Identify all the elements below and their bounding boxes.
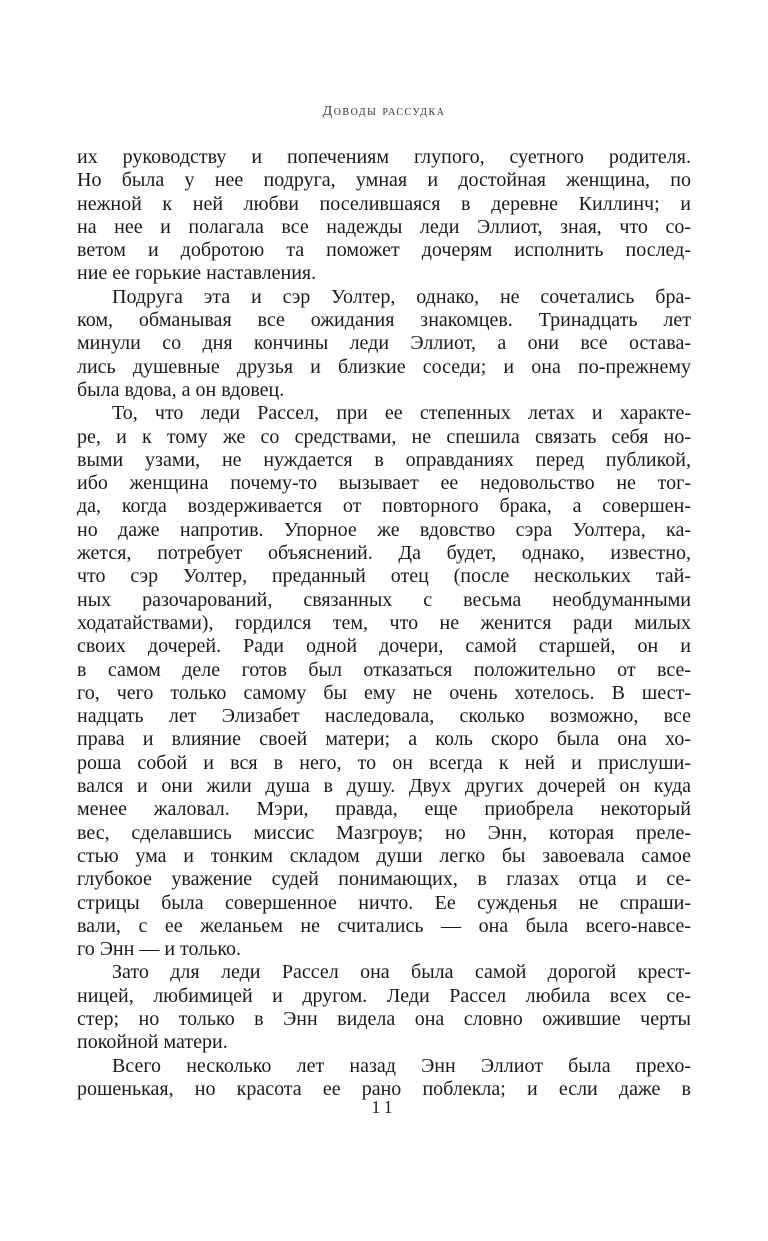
- text-line: Зато для леди Рассел она была самой дорогой крест-: [112, 961, 691, 984]
- text-line: стер; но только в Энн видела она словно ожившие черты: [77, 1007, 691, 1030]
- text-line: покойной матери.: [77, 1031, 228, 1054]
- text-line: их руководству и попечениям глупого, суетного родителя.: [77, 146, 691, 168]
- text-line: вали, с ее желаньем не считались — она была всего-навсе-: [77, 914, 691, 937]
- page-number: 11: [371, 1097, 397, 1117]
- paragraph: [77, 146, 691, 286]
- text-line: ибо женщина почему-то вызывает ее недовольство не тог-: [77, 472, 691, 495]
- text-line: ных разочарований, связанных с весьма необдуманными: [77, 588, 691, 611]
- text-line: да, когда воздерживается от повторного брака, а совершен-: [77, 495, 691, 518]
- text-line: выми узами, не нуждается в оправданиях перед публикой,: [77, 448, 691, 471]
- text-line: была вдова, а он вдовец.: [77, 378, 285, 401]
- text-line: Подруга эта и сэр Уолтер, однако, не сочетались бра-: [112, 285, 691, 308]
- paragraph: [77, 402, 691, 961]
- text-line: ние ее горькие наставления.: [77, 262, 317, 285]
- text-line: менее жаловал. Мэри, правда, еще приобрела некоторый: [77, 798, 691, 821]
- text-line: минули со дня кончины леди Эллиот, а они все остава-: [77, 332, 691, 355]
- text-line: лись душевные друзья и близкие соседи; и она по-прежнему: [77, 355, 691, 378]
- paragraph: [77, 961, 691, 1054]
- body-text: [77, 146, 691, 1101]
- paragraph: [77, 286, 691, 402]
- text-line: в самом деле готов был отказаться положительно от все-: [77, 658, 691, 681]
- text-line: глубокое уважение судей понимающих, в глазах отца и се-: [77, 868, 691, 891]
- text-line: роша собой и вся в него, то он всегда к ней и прислуши-: [77, 751, 691, 774]
- text-line: го, чего только самому бы ему не очень хотелось. В шест-: [77, 681, 691, 704]
- text-line: стрицы была совершенное ничто. Ее сужденья не спраши-: [77, 891, 691, 914]
- running-title: Доводы рассудка: [322, 104, 446, 119]
- paragraph: [77, 1055, 691, 1102]
- text-line: рошенькая, но красота ее рано поблекла; и если даже в: [77, 1077, 691, 1100]
- text-line: вался и они жили душа в душу. Двух других дочерей он куда: [77, 775, 691, 798]
- text-line: ницей, любимицей и другом. Леди Рассел любила всех се-: [77, 984, 691, 1007]
- text-line: ком, обманывая все ожидания знакомцев. Тринадцать лет: [77, 309, 691, 332]
- text-line: Но была у нее подруга, умная и достойная женщина, по: [77, 169, 691, 192]
- text-line: вес, сделавшись миссис Мазгроув; но Энн, которая преле-: [77, 821, 691, 844]
- text-line: что сэр Уолтер, преданный отец (после нескольких тай-: [77, 565, 691, 588]
- text-line: го Энн — и только.: [77, 938, 242, 961]
- text-line: права и влияние своей матери; а коль скоро была она хо-: [77, 728, 691, 751]
- text-line: Всего несколько лет назад Энн Эллиот была прехо-: [112, 1054, 691, 1077]
- text-line: но даже напротив. Упорное же вдовство сэра Уолтера, ка-: [77, 518, 691, 541]
- text-line: ходатайствами), гордился тем, что не женится ради милых: [77, 611, 691, 634]
- text-line: надцать лет Элизабет наследовала, сколько возможно, все: [77, 705, 691, 728]
- text-line: на нее и полагала все надежды леди Эллиот, зная, что со-: [77, 215, 691, 238]
- text-line: ре, и к тому же со средствами, не спешила связать себя но-: [77, 425, 691, 448]
- text-line: жется, потребует объяснений. Да будет, однако, известно,: [77, 542, 691, 565]
- text-line: своих дочерей. Ради одной дочери, самой старшей, он и: [77, 635, 691, 658]
- text-line: ветом и добротою та поможет дочерям исполнить послед-: [77, 239, 691, 262]
- text-line: То, что леди Рассел, при ее степенных летах и характе-: [112, 402, 691, 425]
- text-line: нежной к ней любви поселившаяся в деревне Киллинч; и: [77, 192, 691, 215]
- text-line: стью ума и тонким складом души легко бы завоевала самое: [77, 844, 691, 867]
